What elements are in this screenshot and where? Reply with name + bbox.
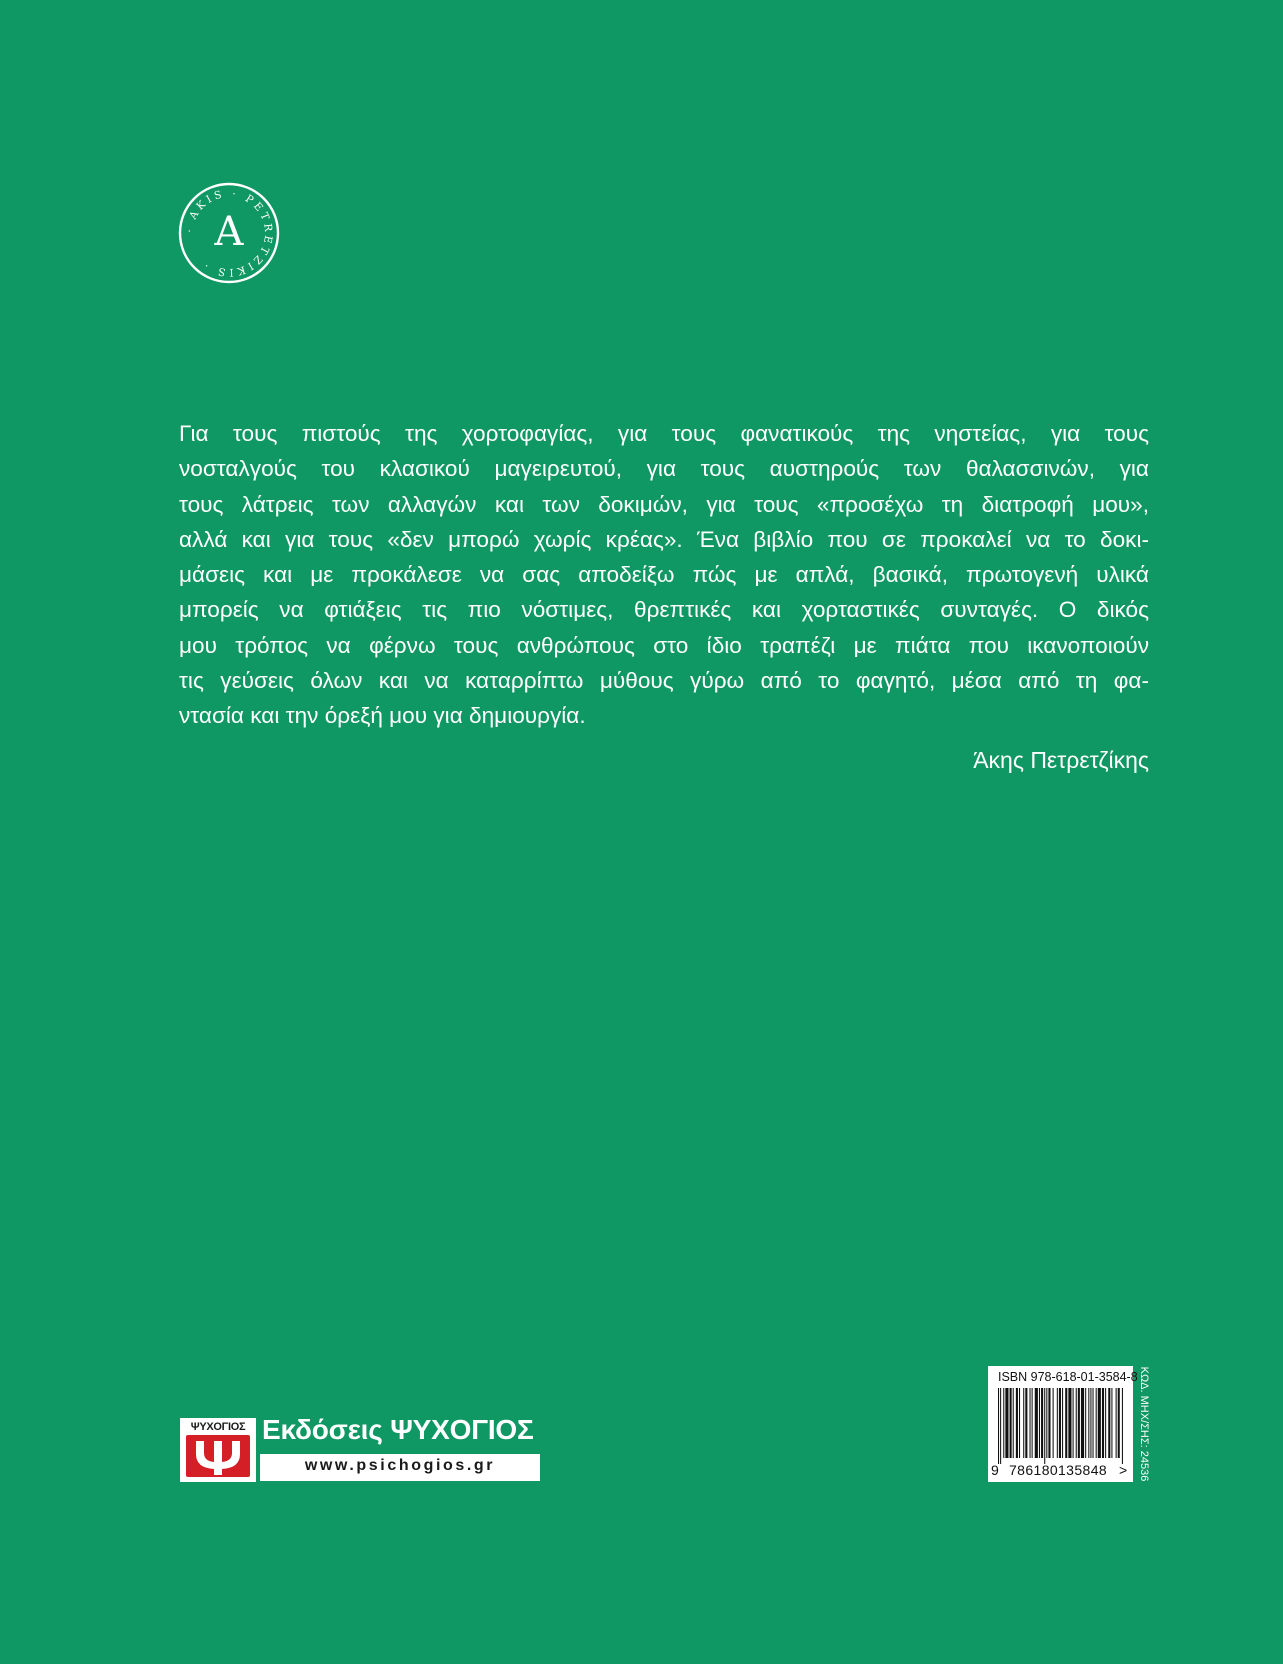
barcode-bar xyxy=(1039,1388,1040,1458)
barcode-bar xyxy=(1065,1388,1067,1458)
barcode-bar xyxy=(1108,1388,1110,1458)
publisher-url-bar xyxy=(260,1454,540,1481)
barcode-bar xyxy=(1093,1388,1094,1458)
barcode-bar xyxy=(1085,1388,1086,1458)
barcode-bar xyxy=(1073,1388,1074,1458)
barcode-bar xyxy=(1030,1388,1031,1458)
barcode-bar xyxy=(1078,1388,1080,1458)
publisher-name: Εκδόσεις ΨΥΧΟΓΙΟΣ xyxy=(262,1414,534,1445)
blurb-line: ντασία και την όρεξή μου για δημιουργία. xyxy=(179,703,586,729)
barcode-bars xyxy=(998,1388,1123,1464)
barcode-digit-group1: 786180 xyxy=(1009,1462,1059,1478)
publisher-url[interactable]: www.psichogios.gr xyxy=(304,1457,496,1474)
barcode-bar xyxy=(1053,1388,1054,1458)
barcode-bar xyxy=(1046,1388,1047,1458)
barcode-bar xyxy=(1088,1388,1089,1458)
barcode-bar xyxy=(1032,1388,1033,1458)
barcode-bar xyxy=(1044,1388,1045,1464)
barcode-bar xyxy=(1025,1388,1027,1458)
psi-icon xyxy=(186,1435,250,1477)
barcode-bar xyxy=(1013,1388,1014,1458)
barcode-digit-lead: 9 xyxy=(991,1462,999,1478)
barcode-bar xyxy=(1035,1388,1038,1458)
publisher-logo xyxy=(180,1418,256,1482)
barcode-bar xyxy=(1096,1388,1097,1458)
barcode-bar xyxy=(1105,1388,1106,1458)
blurb-line: τους λάτρεις των αλλαγών και των δοκιμών, για τους «προσέχω τη διατροφή μου», xyxy=(179,491,1149,517)
barcode-bar xyxy=(1122,1388,1123,1464)
blurb-line: μπορείς να φτιάξεις τις πιο νόστιμες, θρεπτικές και χορταστικές συνταγές. Ο δικός xyxy=(179,597,1149,623)
barcode-bar xyxy=(998,1388,999,1464)
isbn-barcode xyxy=(988,1366,1138,1482)
barcode-bar xyxy=(1059,1388,1061,1458)
blurb-line: τις γεύσεις όλων και να καταρρίπτω μύθους γύρω από το φαγητό, μέσα από τη φα- xyxy=(179,668,1149,694)
barcode-bar xyxy=(1118,1388,1120,1458)
blurb-line: μάσεις και με προκάλεσε να σας αποδείξω πώς με απλά, βασικά, πρωτογενή υλικά xyxy=(179,562,1149,588)
barcode-bar xyxy=(1076,1388,1077,1458)
barcode-bar xyxy=(1116,1388,1117,1458)
blurb-line: μου τρόπος να φέρνω τους ανθρώπους στο ίδιο τραπέζι με πιάτα που ικανοποιούν xyxy=(179,632,1149,658)
isbn-number: ISBN 978-618-01-3584-8 xyxy=(998,1370,1138,1384)
seal-monogram: A xyxy=(214,209,244,255)
author-seal-logo xyxy=(178,182,280,284)
barcode-bar xyxy=(1048,1388,1050,1458)
barcode-bar xyxy=(1111,1388,1112,1458)
back-cover-blurb xyxy=(179,416,1149,734)
blurb-line: αλλά και για τους «δεν μπορώ χωρίς κρέας». Ένα βιβλίο που σε προκαλεί να το δοκι- xyxy=(179,526,1149,552)
blurb-line: Για τους πιστούς της χορτοφαγίας, για τους φανατικούς της νηστείας, για τους xyxy=(179,421,1149,446)
barcode-bar xyxy=(1102,1388,1104,1458)
barcode-digit-group2: 135848 xyxy=(1058,1462,1108,1478)
barcode-bar xyxy=(1005,1388,1008,1458)
barcode-bar xyxy=(1000,1388,1001,1464)
barcode-bar xyxy=(1090,1388,1091,1458)
product-code xyxy=(1137,1366,1151,1482)
blurb-line: νοσταλγούς του κλασικού μαγειρευτού, για τους αυστηρούς των θαλασσινών, για xyxy=(179,456,1149,482)
product-code-text: ΚΩΔ. ΜΗΧ/ΣΗΣ: 24536 xyxy=(1138,1366,1150,1482)
barcode-bar xyxy=(1068,1388,1071,1458)
barcode-bar xyxy=(1019,1388,1020,1458)
barcode-bar xyxy=(1081,1388,1084,1458)
barcode-bar xyxy=(1041,1388,1043,1458)
barcode-bar xyxy=(1016,1388,1018,1458)
barcode-bar xyxy=(1062,1388,1063,1458)
barcode-digit-trail: > xyxy=(1119,1462,1128,1478)
barcode-bar xyxy=(1098,1388,1101,1458)
barcode-bar xyxy=(1010,1388,1012,1458)
publisher-logo-label: ΨΥΧΟΓΙΟΣ xyxy=(190,1421,246,1433)
barcode-bar xyxy=(1023,1388,1024,1458)
author-signature: Άκης Πετρετζίκης xyxy=(973,747,1149,773)
barcode-bar xyxy=(1003,1388,1004,1458)
seal-ring-text: · AKIS · PETRETZIKIS · xyxy=(183,187,275,279)
barcode-bar xyxy=(1057,1388,1058,1458)
